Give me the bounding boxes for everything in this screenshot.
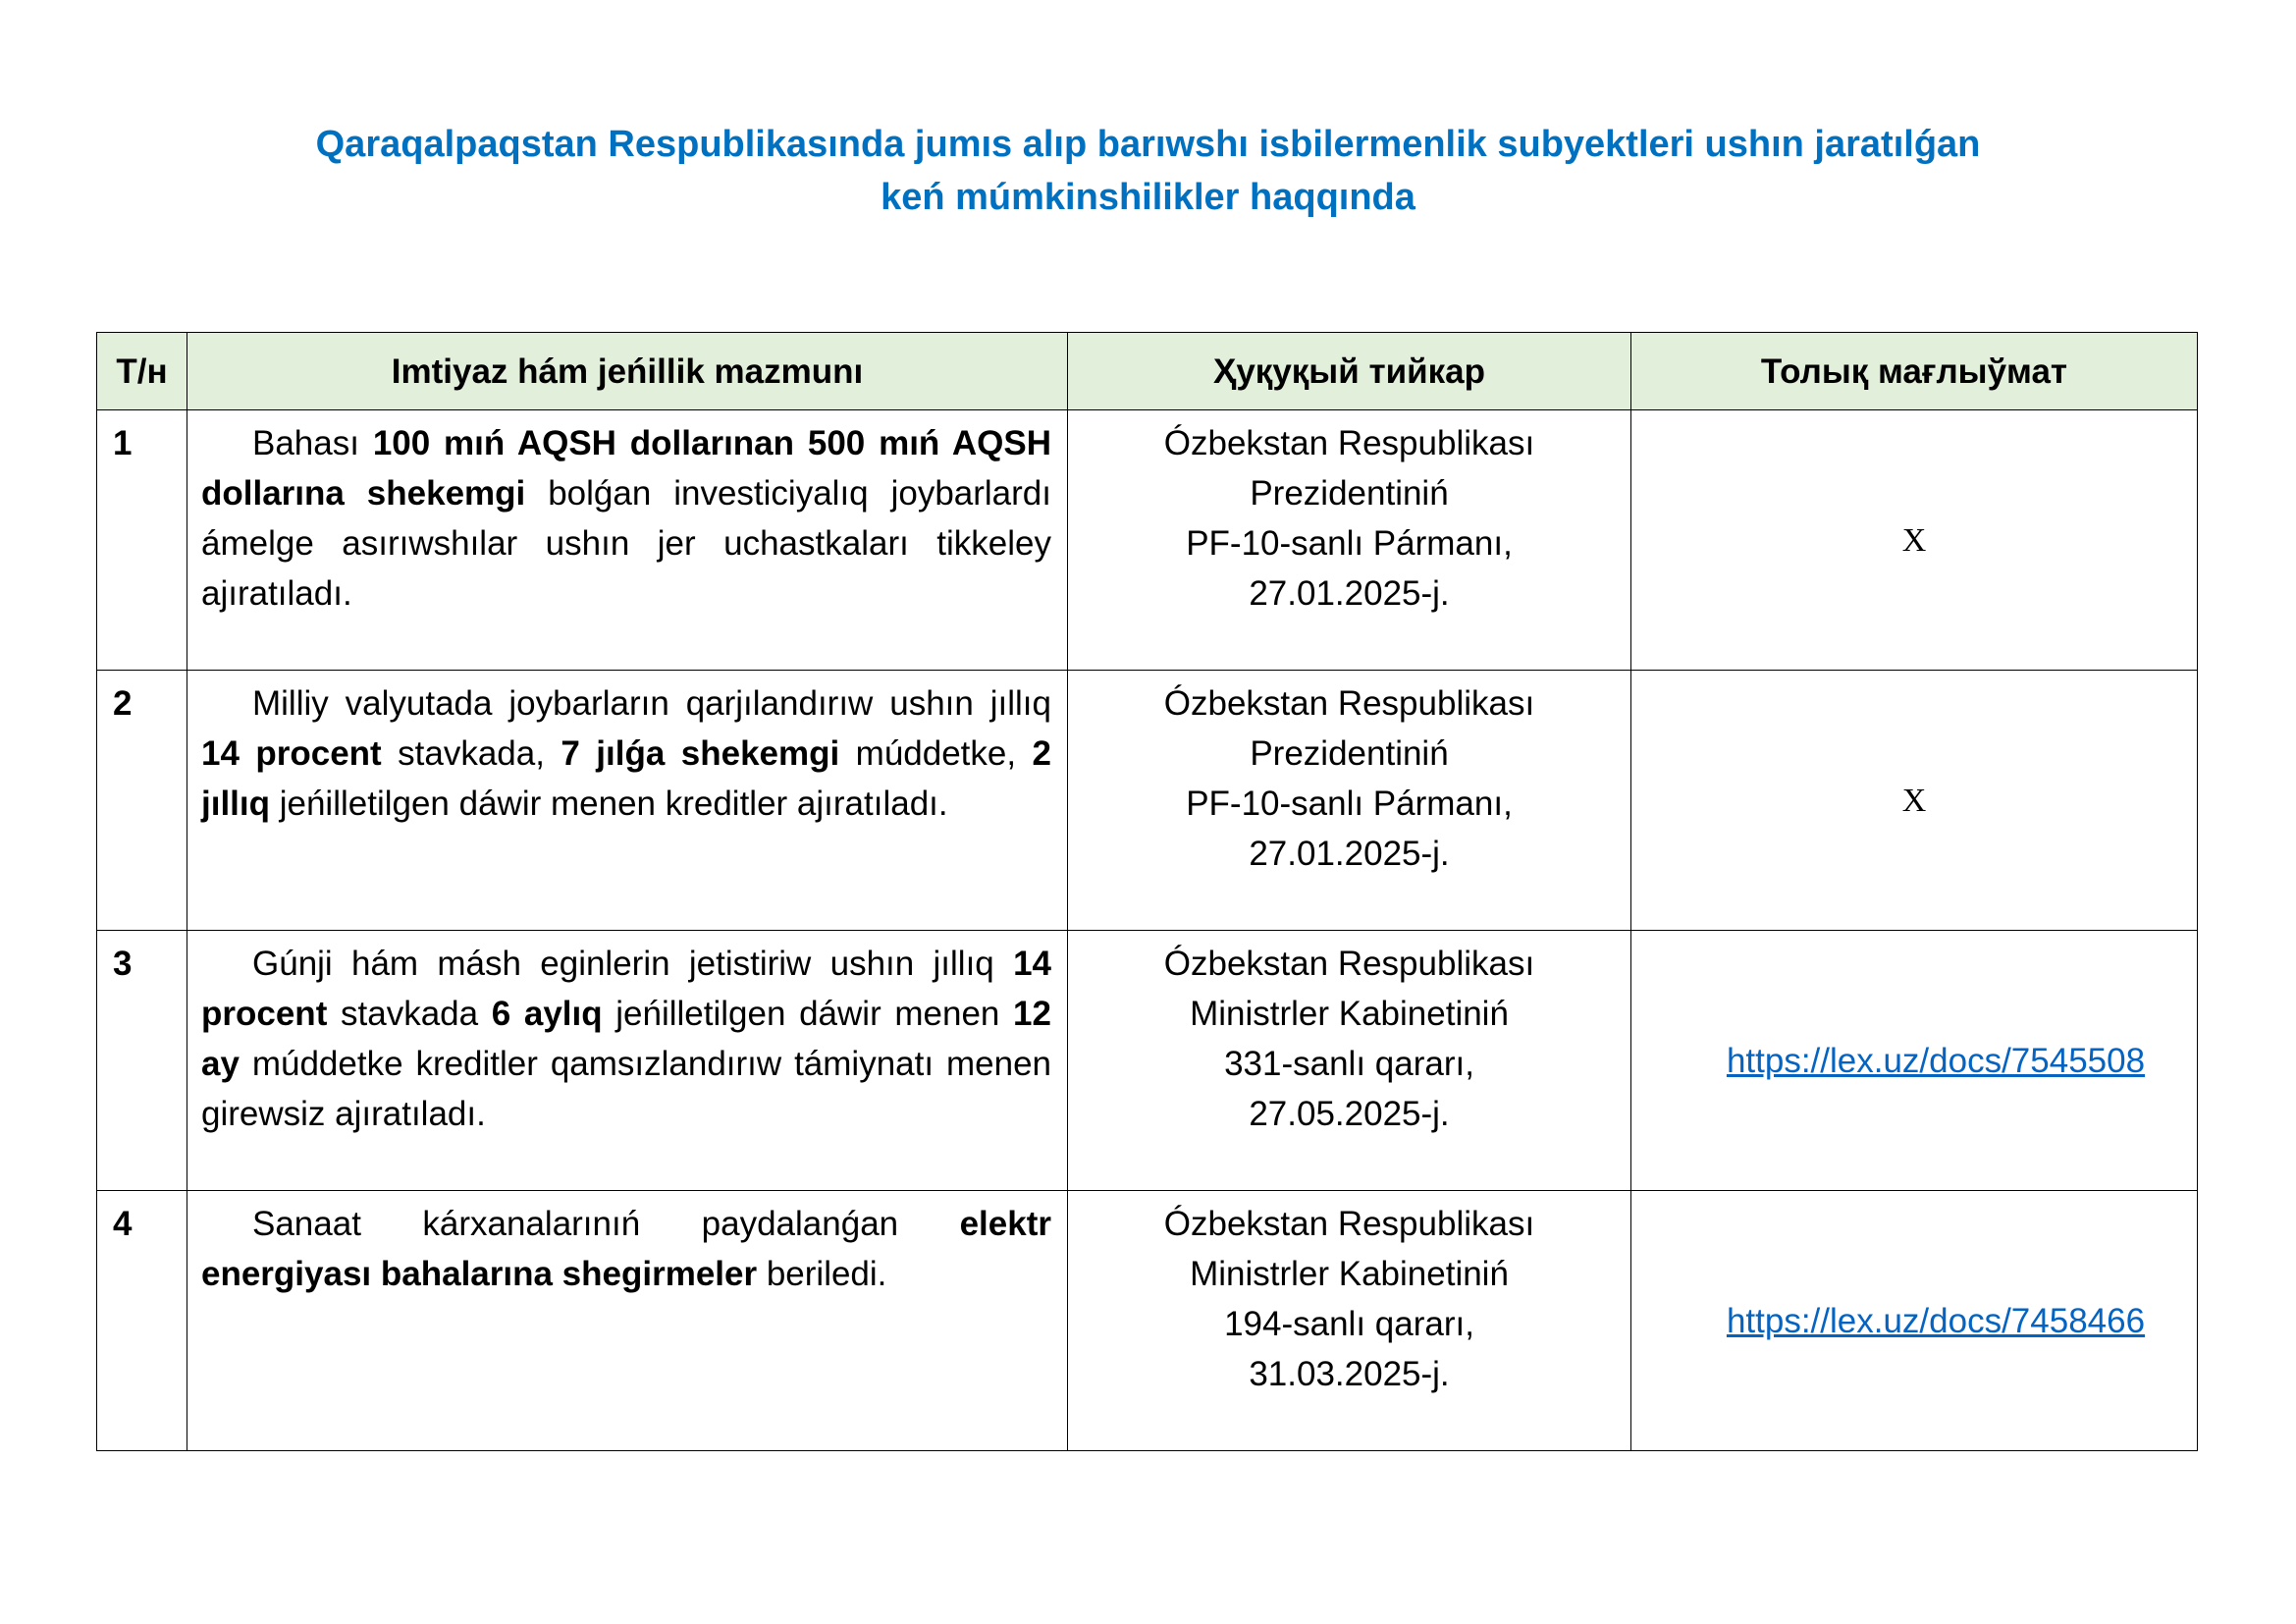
body-text: Milliy valyutada joybarların qarjılandırıw ushın jıllıq — [252, 684, 1051, 723]
body-text: múddetke, — [839, 734, 1033, 773]
row-number: 3 — [97, 931, 187, 1191]
emphasis-text: 7 jılǵa shekemgi — [561, 734, 840, 773]
benefit-description — [187, 410, 1068, 671]
benefits-table — [96, 332, 2198, 1451]
legal-basis-line: Ózbekstan Respublikası — [1163, 424, 1535, 462]
legal-basis-line: PF-10-sanlı Pármanı, — [1186, 524, 1513, 563]
legal-basis-line: Ministrler Kabinetiniń — [1190, 1255, 1509, 1293]
emphasis-text: 6 aylıq — [491, 995, 603, 1033]
lex-document-link[interactable]: https://lex.uz/docs/7458466 — [1726, 1301, 2146, 1340]
body-text: stavkada, — [381, 734, 561, 773]
header-content: Imtiyaz hám jeńillik mazmunı — [187, 333, 1068, 410]
not-available-mark: X — [1901, 783, 1927, 819]
legal-basis-line: Prezidentiniń — [1250, 734, 1449, 773]
legal-basis-line: Ózbekstan Respublikası — [1163, 684, 1535, 723]
full-info — [1631, 410, 2198, 671]
legal-basis-line: 27.01.2025-j. — [1249, 835, 1450, 873]
legal-basis-line: 27.01.2025-j. — [1249, 574, 1450, 613]
legal-basis — [1068, 931, 1631, 1191]
benefit-description — [187, 931, 1068, 1191]
lex-document-link[interactable]: https://lex.uz/docs/7545508 — [1726, 1041, 2146, 1080]
body-text: stavkada — [327, 995, 492, 1033]
row-number: 1 — [97, 410, 187, 671]
full-info — [1631, 931, 2198, 1191]
body-text: beriledi. — [757, 1255, 887, 1293]
benefit-description — [187, 1191, 1068, 1451]
full-info — [1631, 671, 2198, 931]
body-text: Bahası — [252, 424, 373, 462]
table-header-row — [97, 333, 2198, 410]
emphasis-text: 14 procent — [201, 945, 1051, 1033]
page-title — [0, 118, 2296, 224]
header-num: Т/н — [97, 333, 187, 410]
benefit-description — [187, 671, 1068, 931]
body-text: bolǵan investiciyalıq joybarlardı ámelge asırıwshılar ushın jer uchastkaları tikkeley ajıratıladı. — [201, 474, 1051, 613]
row-number: 4 — [97, 1191, 187, 1451]
legal-basis-line: 31.03.2025-j. — [1249, 1355, 1450, 1393]
table-row — [97, 410, 2198, 671]
body-text: jeńilletilgen dáwir menen — [602, 995, 1014, 1033]
body-text: múddetke kreditler qamsızlandırıw támiynatı menen girewsiz ajıratıladı. — [201, 1045, 1051, 1133]
emphasis-text: 100 mıń AQSH dollarınan 500 mıń AQSH dollarına shekemgi — [201, 424, 1051, 513]
legal-basis-line: 194-sanlı qararı, — [1224, 1305, 1474, 1343]
table-row — [97, 671, 2198, 931]
body-text: Gúnji hám másh eginlerin jetistiriw ushın jıllıq — [252, 945, 1014, 983]
body-text: Sanaat kárxanalarınıń paydalanǵan — [252, 1205, 960, 1243]
emphasis-text: 2 jıllıq — [201, 734, 1052, 823]
page-title-line-1: Qaraqalpaqstan Respublikasında jumıs alıp barıwshı isbilermenlik subyektleri ushın jaratılǵan — [315, 124, 1981, 165]
page-title-line-2: keń múmkinshilikler haqqında — [881, 177, 1415, 218]
legal-basis-line: Ministrler Kabinetiniń — [1190, 995, 1509, 1033]
header-full-info: Толық мағлыўмат — [1631, 333, 2198, 410]
legal-basis — [1068, 671, 1631, 931]
legal-basis-line: 27.05.2025-j. — [1249, 1095, 1450, 1133]
emphasis-text: 12 ay — [201, 995, 1051, 1083]
emphasis-text: elektr energiyası bahalarına shegirmeler — [201, 1205, 1051, 1293]
body-text: jeńilletilgen dáwir menen kreditler ajıratıladı. — [270, 785, 948, 823]
legal-basis — [1068, 410, 1631, 671]
emphasis-text: 14 procent — [201, 734, 382, 773]
table-row — [97, 931, 2198, 1191]
legal-basis-line: PF-10-sanlı Pármanı, — [1186, 785, 1513, 823]
not-available-mark: X — [1901, 522, 1927, 559]
legal-basis-line: Prezidentiniń — [1250, 474, 1449, 513]
legal-basis — [1068, 1191, 1631, 1451]
table-row — [97, 1191, 2198, 1451]
legal-basis-line: Ózbekstan Respublikası — [1163, 1205, 1535, 1243]
full-info — [1631, 1191, 2198, 1451]
header-legal-basis: Ҳуқуқый тийкар — [1068, 333, 1631, 410]
legal-basis-line: Ózbekstan Respublikası — [1163, 945, 1535, 983]
row-number: 2 — [97, 671, 187, 931]
legal-basis-line: 331-sanlı qararı, — [1224, 1045, 1474, 1083]
